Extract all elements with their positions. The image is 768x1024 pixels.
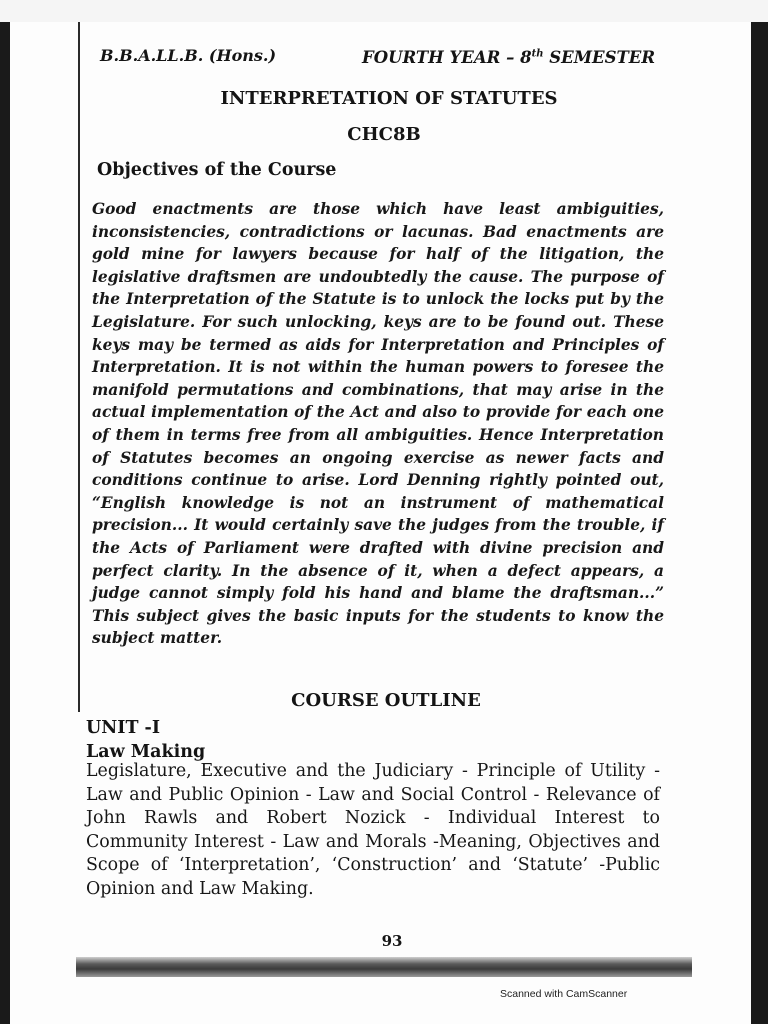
unit-subheading: Law Making <box>86 742 206 762</box>
unit-description: Legislature, Executive and the Judiciary - Principle of Utility - Law and Public Opinion - Law and Social Control - Relevance of John Rawls and Robert Nozick - Individual Interest to Community Interest - Law and Morals -Meaning, Objectives and Scope of ‘Interpretation’, ‘Construction’ and ‘Statute’ -Public Opinion and Law Making. <box>86 761 660 899</box>
course-name: B.B.A.LL.B. (Hons.) <box>100 46 277 65</box>
year-prefix: FOURTH YEAR – 8 <box>362 48 532 67</box>
objectives-paragraph: Good enactments are those which have least ambiguities, inconsistencies, contradictions or lacunas. Bad enactments are gold mine for lawyers because for half of the litigation, the legislative draftsmen are undoubtedly the cause. The purpose of the Interpretation of the Statute is to unlock the locks put by the Legislature. For such unlocking, keys are to be found out. These keys may be termed as aids for Interpretation and Principles of Interpretation. It is not within the human powers to foresee the manifold permutations and combinations, that may arise in the actual implementation of the Act and also to provide for each one of them in terms free from all ambiguities. Hence Interpretation of Statutes becomes an ongoing exercise as newer facts and conditions continue to arise. Lord Denning rightly pointed out, “English knowledge is not an instrument of mathematical precision... It would certainly save the judges from the trouble, if the Acts of Parliament were drafted with divine precision and perfect clarity. In the absence of it, when a defect appears, a judge cannot simply fold his hand and blame the draftsman...” This subject gives the basic inputs for the students to know the subject matter. <box>92 200 664 648</box>
objectives-heading: Objectives of the Course <box>97 160 337 180</box>
course-outline-heading: COURSE OUTLINE <box>291 690 481 711</box>
right-scan-border <box>751 22 768 1024</box>
top-strip <box>0 0 768 22</box>
course-code: CHC8B <box>347 124 421 145</box>
year-semester <box>362 48 655 67</box>
scan-bottom-band <box>76 957 692 977</box>
page-number: 93 <box>381 932 403 950</box>
year-suffix: SEMESTER <box>543 48 656 67</box>
year-superscript: th <box>531 48 544 60</box>
scanner-watermark: Scanned with CamScanner <box>500 988 628 1000</box>
document-title: INTERPRETATION OF STATUTES <box>220 88 558 109</box>
unit-label: UNIT -I <box>86 718 161 738</box>
left-scan-border <box>0 22 10 1024</box>
